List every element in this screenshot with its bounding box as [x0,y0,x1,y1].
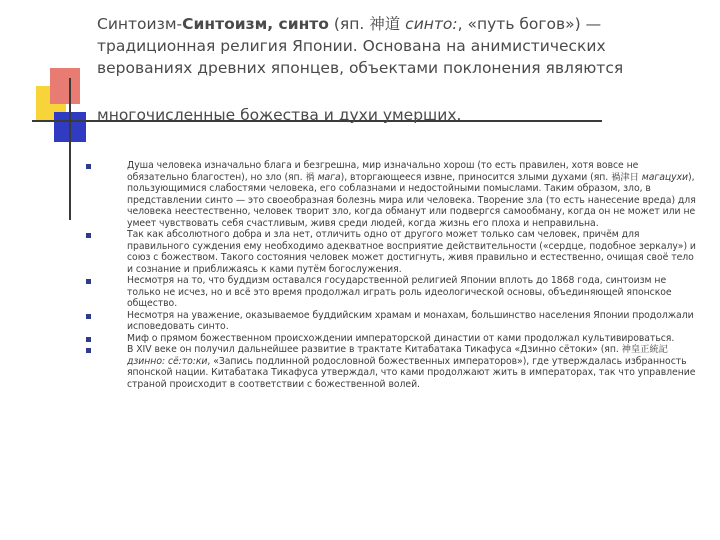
bullet-text: Душа человека изначально блага и безгрешна, мир изначально хорош (то есть правилен, хотя вовсе не обязательно благостен), но зло (яп. 禍 [127,160,639,183]
bullet-text: Миф о прямом божественном происхождении императорской династии от ками продолжал культивироваться. [127,332,675,344]
bullet-text: , «Запись подлинной родословной божественных императоров»), где утверждалась избранность японской нации. Китабатака Тикафуса утверждал, что ками продолжают жить в императорах, так что управление страной происходит в соответствии с божественной волей. [127,355,696,390]
decor-red-square [50,68,80,104]
bullet-square-icon [86,279,91,284]
bullet-text: ), вторгающееся извне, приносится злыми духами (яп. 禍津日 [340,171,642,183]
bullet-text: Несмотря на уважение, оказываемое буддийским храмам и монахам, большинство населения Японии продолжали исповедовать синто. [127,309,694,332]
bullet-item [86,310,700,333]
bullet-text: Так как абсолютного добра и зла нет, отличить одно от другого может только сам человек, причём для правильного суждения ему необходимо адекватное восприятие действительности («сердце, подобное зеркалу») и союз с божеством. Такого состояния человек может достигнуть, живя правильно и естественно, очищая своё тело и сознание и приближаясь к ками путём богослужения. [127,229,696,275]
bullet-item [86,160,700,229]
slide-title-continued: многочисленные божества и духи умерших. [97,106,462,124]
slide-title [97,13,687,79]
decor-vertical-line [69,78,71,220]
bullet-term: дзинно: сё:то:ки [127,355,208,367]
bullet-square-icon [86,233,91,238]
bullet-square-icon [86,337,91,342]
bullet-text: Несмотря на то, что буддизм оставался государственной религией Японии вплоть до 1868 года, синтоизм не только не исчез, но и всё это время продолжал играть роль идеологической основы, объединяющей японское общество. [127,275,672,309]
bullet-square-icon [86,164,91,169]
bullet-item [86,275,700,310]
title-lang: (яп. 神道 [328,15,406,33]
bullet-item [86,344,700,390]
bullet-text: В XIV веке он получил дальнейшее развитие в трактате Китабатака Тикафуса «Дзинно сётоки» (яп. 神皇正統記 [127,344,668,355]
bullet-text: ), пользующимися слабостями человека, его соблазнами и недостойными помыслами. Таким образом, зло, в представлении синто — это своеобразная болезнь мира или человека. Творение зла (то есть нанесение вреда) для человека неестественно, человек творит зло, когда обманут или подвергся самообману, когда он не может или не умеет чувствовать себя счастливым, живя среди людей, когда жизнь его плоха и неправильна. [127,171,696,229]
title-definition: , «путь богов») — традиционная религия Японии. Основана на анимистических верованиях древних японцев, объектами поклонения являются [97,15,624,77]
bullet-term: магацухи [641,171,689,183]
title-term: Синтоизм, синто [182,15,329,33]
title-romaji: синто: [405,15,458,33]
bullet-square-icon [86,348,91,353]
title-prefix: Синтоизм- [97,15,183,33]
bullet-square-icon [86,314,91,319]
bullet-list [86,160,700,390]
bullet-item [86,333,700,345]
bullet-item [86,229,700,275]
bullet-term: мага [317,171,341,183]
